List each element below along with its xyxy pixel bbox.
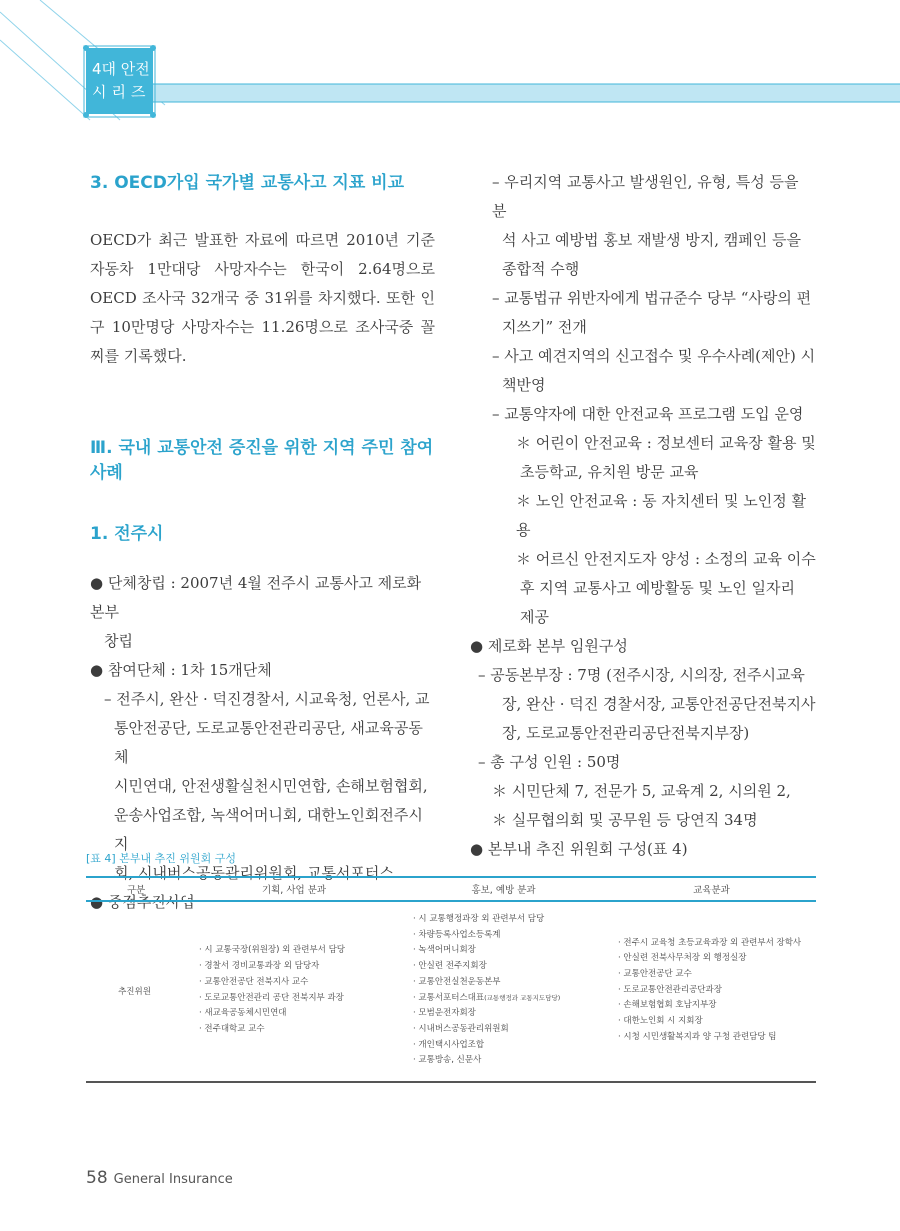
list-item: ● 중점추진사업	[90, 893, 195, 911]
education-item: · 안실련 전북사무처장 외 행정실장	[618, 953, 747, 964]
education-item: · 대한노인회 시 지회장	[618, 1016, 703, 1027]
header-planning: 기획, 사업 분과	[187, 877, 401, 901]
header-category: 구분	[86, 877, 187, 901]
table-title: [표 4] 본부내 추진 위원회 구성	[86, 852, 236, 865]
education-item: · 교통안전공단 교수	[618, 968, 692, 979]
right-column	[470, 168, 816, 864]
publication-name: General Insurance	[113, 1172, 233, 1187]
planning-cell	[187, 901, 401, 1082]
list-item: ＊ 노인 안전교육 : 동 자치센터 및 노인정 활용	[516, 492, 807, 539]
planning-item: · 새교육공동체시민연대	[199, 1008, 287, 1019]
list-item: ● 제로화 본부 임원구성	[470, 637, 628, 655]
list-item: – 교통법규 위반자에게 법규준수 당부 “사랑의 편	[492, 289, 812, 307]
section3-body: OECD가 최근 발표한 자료에 따르면 2010년 기준 자동차 1만대당 사망자수는 한국이 2.64명으로 OECD 조사국 32개국 중 31위를 차지했다. 또한 인구 10만명당 사망자수는 11.26명으로 조사국중 꼴찌를 기록했다.	[90, 231, 435, 365]
section3-title: 3. OECD가입 국가별 교통사고 지표 비교	[90, 173, 405, 193]
list-item: 시민연대, 안전생활실천시민연합, 손해보험협회,	[114, 777, 428, 795]
list-item: – 교통약자에 대한 안전교육 프로그램 도입 운영	[492, 405, 804, 423]
list-item: ＊ 실무협의회 및 공무원 등 당연직 34명	[492, 811, 758, 829]
promotion-item: · 차량등록사업소등록계	[413, 929, 501, 940]
list-item: 회, 시내버스공동관리위원회, 교통서포터스	[114, 864, 394, 882]
planning-item: · 전주대학교 교수	[199, 1023, 265, 1034]
list-item: ＊ 어르신 안전지도자 양성 : 소정의 교육 이수	[516, 550, 816, 568]
list-item: 초등학교, 유치원 방문 교육	[520, 463, 699, 481]
list-item: ● 단체창립 : 2007년 4월 전주시 교통사고 제로화 본부	[90, 574, 422, 621]
education-item: · 손해보험협회 호남지부장	[618, 1000, 717, 1011]
chapter3-title: Ⅲ. 국내 교통안전 증진을 위한 지역 주민 참여 사례	[90, 438, 434, 483]
planning-item: · 교통안전공단 전북지사 교수	[199, 976, 309, 987]
series-label-line2: 시리즈	[92, 83, 151, 101]
planning-item: · 도로교통안전관리 공단 전북지부 과장	[199, 992, 344, 1003]
list-item: 제공	[520, 608, 549, 626]
promotion-item: · 시내버스공동관리위원회	[413, 1023, 509, 1034]
list-item: 통안전공단, 도로교통안전관리공단, 새교육공동체	[114, 719, 423, 766]
list-item: ● 본부내 추진 위원회 구성(표 4)	[470, 840, 688, 858]
list-item: – 전주시, 완산 · 덕진경찰서, 시교육청, 언론사, 교	[104, 690, 430, 708]
page-number: 58	[86, 1168, 108, 1188]
list-item: 종합적 수행	[502, 260, 580, 278]
promotion-cell	[401, 901, 606, 1082]
header-education: 교육분과	[606, 877, 816, 901]
subsection1-title: 1. 전주시	[90, 524, 164, 544]
list-item: ＊ 시민단체 7, 전문가 5, 교육계 2, 시의원 2,	[492, 782, 791, 800]
list-item: – 우리지역 교통사고 발생원인, 유형, 특성 등을 분	[492, 173, 799, 220]
education-item: · 시청 시민생활복지과 양 구청 관련담당 팀	[618, 1031, 777, 1042]
list-item: – 공동본부장 : 7명 (전주시장, 시의장, 전주시교육	[478, 666, 805, 684]
promotion-item: · 안실련 전주지회장	[413, 961, 487, 972]
left-column	[90, 168, 435, 917]
list-item: – 총 구성 인원 : 50명	[478, 753, 621, 771]
table-header-row	[86, 877, 816, 901]
row-label: 추진위원	[86, 901, 187, 1082]
list-item: 창립	[104, 632, 133, 650]
supporters-label: · 교통서포터스대표	[413, 992, 485, 1003]
list-item: 지쓰기” 전개	[502, 318, 587, 336]
promotion-item: · 녹색어머니회장	[413, 945, 476, 956]
list-item: 운송사업조합, 녹색어머니회, 대한노인회전주시지	[114, 806, 423, 853]
promotion-item: · 개인택시사업조합	[413, 1039, 485, 1050]
supporters-note: (교통행정과 교통지도담당)	[484, 993, 561, 1002]
series-badge	[86, 48, 153, 114]
list-item: – 사고 예견지역의 신고접수 및 우수사례(제안) 시	[492, 347, 816, 365]
education-item: · 전주시 교육청 초등교육과장 외 관련부서 장학사	[618, 937, 802, 948]
planning-item: · 경찰서 경비교통과장 외 담당자	[199, 961, 320, 972]
committee-table	[86, 876, 816, 1083]
education-cell	[606, 901, 816, 1082]
series-label-line1: 4대 안전	[92, 60, 150, 78]
list-item: 석 사고 예방법 홍보 재발생 방지, 캠페인 등을	[502, 231, 801, 249]
list-item: ＊ 어린이 안전교육 : 정보센터 교육장 활용 및	[516, 434, 816, 452]
table-row	[86, 901, 816, 1082]
promotion-item: · 모범운전자회장	[413, 1008, 476, 1019]
list-item: 책반영	[502, 376, 546, 394]
list-item: 장, 완산 · 덕진 경찰서장, 교통안전공단전북지사	[502, 695, 816, 713]
promotion-item: · 교통안전실천운동본부	[413, 976, 501, 987]
promotion-item-supporters	[413, 991, 602, 1007]
list-item: 후 지역 교통사고 예방활동 및 노인 일자리	[520, 579, 795, 597]
planning-item: · 시 교통국장(위원장) 외 관련부서 담당	[199, 945, 346, 956]
list-item: ● 참여단체 : 1차 15개단체	[90, 661, 272, 679]
education-item: · 도로교통안전관리공단과장	[618, 984, 722, 995]
page-footer	[86, 1168, 233, 1188]
promotion-item: · 교통방송, 신문사	[413, 1055, 482, 1066]
header-promotion: 홍보, 예방 분과	[401, 877, 606, 901]
promotion-item: · 시 교통행정과장 외 관련부서 담당	[413, 914, 545, 924]
list-item: 장, 도로교통안전관리공단전북지부장)	[502, 724, 750, 742]
